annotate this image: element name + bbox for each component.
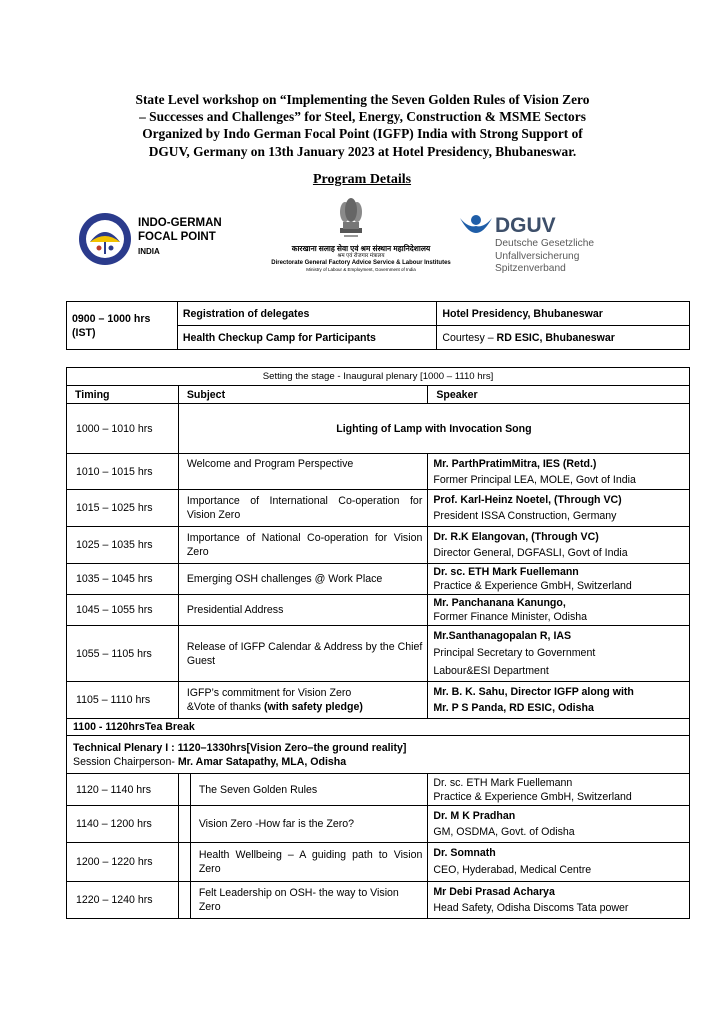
speaker-cell — [428, 882, 690, 919]
chair-name: Mr. Amar Satapathy, MLA, Odisha — [177, 755, 347, 768]
timing-cell: 1010 – 1015 hrs — [67, 454, 179, 490]
timing-cell: 1200 – 1220 hrs — [67, 843, 179, 882]
technical-plenary-header — [67, 736, 690, 774]
speaker-detail: President ISSA Construction, Germany — [433, 510, 617, 522]
registration-venue — [437, 326, 690, 350]
spacer-cell — [178, 806, 190, 843]
technical-plenary-title: Technical Plenary I : 1120–1330hrs[Vision Zero–the ground reality] — [73, 741, 407, 754]
subject-cell: Importance of National Co-operation for Vision Zero — [178, 527, 428, 564]
registration-venue — [437, 302, 690, 326]
subject-cell: Importance of International Co-operation for Vision Zero — [178, 490, 428, 527]
table-row — [67, 454, 690, 490]
table-row — [67, 774, 690, 806]
table-row — [67, 302, 690, 326]
registration-table — [66, 301, 690, 350]
speaker-cell — [428, 843, 690, 882]
subject-cell: Welcome and Program Perspective — [178, 454, 428, 490]
subject-line — [187, 700, 423, 714]
spacer-cell — [178, 882, 190, 919]
registration-subject: Registration of delegates — [177, 302, 437, 326]
subject-cell: Presidential Address — [178, 595, 428, 626]
dgfasli-hindi-name: कारखाना सलाह सेवा एवं श्रम संस्थान महानिदेशालय — [291, 244, 431, 253]
chair-label: Session Chairperson- — [73, 755, 178, 768]
dguv-logo-icon — [458, 214, 494, 244]
dgfasli-ministry: Ministry of Labour & Employment, Government of India — [306, 267, 416, 272]
table-row — [67, 719, 690, 736]
speaker-name: Mr. ParthPratimMitra, IES (Retd.) — [433, 457, 597, 470]
inaugural-caption: Setting the stage - Inaugural plenary [1000 – 1110 hrs] — [67, 368, 690, 386]
speaker-name: Dr. M K Pradhan — [433, 810, 516, 822]
timing-cell: 1000 – 1010 hrs — [67, 404, 179, 454]
timing-cell: 1045 – 1055 hrs — [67, 595, 179, 626]
venue-bold: RD ESIC, Bhubaneswar — [496, 331, 615, 344]
table-row — [67, 882, 690, 919]
subject-cell: Health Wellbeing – A guiding path to Vision Zero — [190, 843, 428, 882]
spacer-cell — [178, 843, 190, 882]
dguv-subline: Deutsche Gesetzliche — [495, 238, 595, 249]
speaker-name: Mr. P S Panda, RD ESIC, Odisha — [433, 702, 594, 714]
table-row — [67, 843, 690, 882]
speaker-detail: CEO, Hyderabad, Medical Centre — [433, 864, 592, 876]
speaker-detail: Practice & Experience GmbH, Switzerland — [433, 580, 632, 592]
igfp-name-line: FOCAL POINT — [138, 231, 216, 243]
speaker-detail: Head Safety, Odisha Discoms Tata power — [433, 902, 629, 914]
header-timing: Timing — [67, 386, 179, 404]
lamp-lighting-cell: Lighting of Lamp with Invocation Song — [178, 404, 689, 454]
dgfasli-hindi-ministry: श्रम एवं रोजगार मंत्रालय — [337, 253, 385, 259]
igfp-wordmark — [138, 216, 222, 260]
header-speaker: Speaker — [428, 386, 690, 404]
tea-break-row: 1100 - 1120hrsTea Break — [67, 719, 690, 736]
timing-cell: 1220 – 1240 hrs — [67, 882, 179, 919]
national-emblem-icon — [334, 192, 368, 240]
heading-line: Organized by Indo German Focal Point (IGFP) India with Strong Support of — [142, 126, 583, 142]
speaker-detail: Former Finance Minister, Odisha — [433, 611, 588, 623]
speaker-cell — [428, 564, 690, 595]
speaker-name: Dr. sc. ETH Mark Fuellemann — [433, 776, 573, 789]
table-caption-row — [67, 368, 690, 386]
speaker-detail: Principal Secretary to Government — [433, 647, 596, 659]
subject-cell: Emerging OSH challenges @ Work Place — [178, 564, 428, 595]
session-chairperson — [73, 755, 684, 769]
timing-cell: 1140 – 1200 hrs — [67, 806, 179, 843]
speaker-name: Dr. sc. ETH Mark Fuellemann — [433, 566, 579, 578]
venue-bold: Hotel Presidency, Bhubaneswar — [442, 307, 603, 320]
speaker-cell — [428, 682, 690, 719]
speaker-detail: GM, OSDMA, Govt. of Odisha — [433, 826, 575, 838]
speaker-cell — [428, 774, 690, 806]
timing-cell: 1015 – 1025 hrs — [67, 490, 179, 527]
dguv-subline: Spitzenverband — [495, 263, 566, 274]
table-row — [67, 626, 690, 682]
subject-line: IGFP’s commitment for Vision Zero — [186, 687, 352, 699]
table-row — [67, 527, 690, 564]
heading-line: State Level workshop on “Implementing the Seven Golden Rules of Vision Zero — [135, 92, 590, 107]
speaker-cell — [428, 490, 690, 527]
igfp-country: INDIA — [138, 247, 160, 256]
speaker-cell — [428, 595, 690, 626]
safety-pledge-label: (with safety pledge) — [263, 701, 363, 713]
dguv-subline: Unfallversicherung — [495, 250, 580, 262]
heading-line: DGUV, Germany on 13th January 2023 at Hotel Presidency, Bhubaneswar. — [148, 143, 577, 159]
subject-cell: Vision Zero -How far is the Zero? — [190, 806, 428, 843]
speaker-detail: Labour&ESI Department — [433, 665, 549, 677]
speaker-detail: Practice & Experience GmbH, Switzerland — [433, 790, 632, 803]
speaker-cell — [428, 626, 690, 682]
timing-cell: 1035 – 1045 hrs — [67, 564, 179, 595]
table-row — [67, 490, 690, 527]
table-header-row — [67, 386, 690, 404]
timing-cell: 1105 – 1110 hrs — [67, 682, 179, 719]
igfp-logo — [78, 212, 132, 266]
timing-cell: 1120 – 1140 hrs — [67, 774, 179, 806]
subject-cell: Release of IGFP Calendar & Address by the Chief Guest — [178, 626, 428, 682]
dgfasli-logo-text — [266, 244, 456, 273]
speaker-detail: Former Principal LEA, MOLE, Govt of India — [433, 473, 636, 486]
header-subject: Subject — [178, 386, 428, 404]
speaker-name: Mr Debi Prasad Acharya — [433, 886, 555, 898]
table-row — [67, 404, 690, 454]
speaker-name: Mr. B. K. Sahu, Director IGFP along with — [433, 686, 634, 698]
speaker-cell — [428, 806, 690, 843]
program-table — [66, 367, 690, 919]
subject-cell — [178, 682, 428, 719]
table-row — [67, 564, 690, 595]
registration-time: 0900 – 1000 hrs (IST) — [67, 302, 178, 350]
speaker-cell — [428, 527, 690, 564]
dguv-name: DGUV — [495, 214, 556, 237]
heading-line: – Successes and Challenges” for Steel, Energy, Construction & MSME Sectors — [139, 109, 586, 125]
speaker-name: Prof. Karl-Heinz Noetel, (Through VC) — [433, 494, 622, 506]
speaker-name: Mr. Panchanana Kanungo, — [433, 597, 566, 609]
table-row — [67, 806, 690, 843]
speaker-detail: Director General, DGFASLI, Govt of India — [433, 547, 628, 559]
program-details-title: Program Details — [312, 172, 412, 187]
subject-cell: Felt Leadership on OSH- the way to Vision Zero — [190, 882, 428, 919]
workshop-heading — [90, 91, 635, 160]
dgfasli-english-name: Directorate General Factory Advice Service & Labour Institutes — [271, 260, 451, 266]
speaker-name: Dr. Somnath — [433, 847, 496, 859]
dguv-wordmark — [495, 214, 594, 276]
registration-subject: Health Checkup Camp for Participants — [177, 326, 437, 350]
speaker-name: Mr.Santhanagopalan R, IAS — [433, 630, 572, 642]
speaker-cell — [428, 454, 690, 490]
table-row — [67, 682, 690, 719]
table-row — [67, 595, 690, 626]
venue-plain: Courtesy – — [442, 331, 497, 344]
timing-cell: 1025 – 1035 hrs — [67, 527, 179, 564]
timing-cell: 1055 – 1105 hrs — [67, 626, 179, 682]
igfp-name-line: INDO-GERMAN — [138, 217, 222, 229]
spacer-cell — [178, 774, 190, 806]
subject-plain: &Vote of thanks — [186, 701, 264, 713]
speaker-name: Dr. R.K Elangovan, (Through VC) — [433, 531, 599, 543]
table-row — [67, 736, 690, 774]
subject-cell: The Seven Golden Rules — [190, 774, 428, 806]
